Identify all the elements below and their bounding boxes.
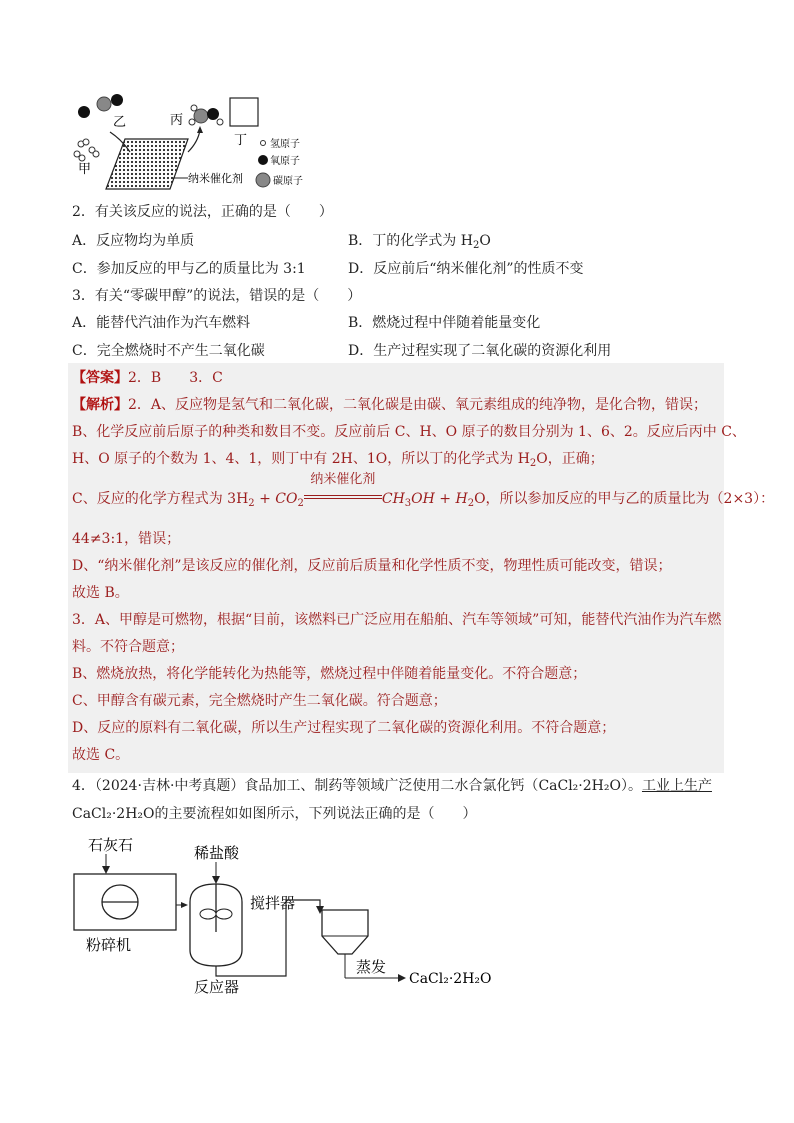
q4-line-1: 4．（2024·吉林·中考真题）食品加工、制药等领域广泛使用二水合氯化钙（CaCl₂·2H₂O）。工业上生产 <box>72 778 712 794</box>
label-limestone: 石灰石 <box>88 836 134 854</box>
q3-option-d: D．生产过程实现了二氧化碳的资源化利用 <box>348 343 612 359</box>
analysis-line-10: B、燃烧放热，将化学能转化为热能等，燃烧过程中伴随着能量变化。不符合题意； <box>72 666 587 682</box>
answer-line: 【答案】2．B 3．C <box>72 370 223 386</box>
analysis-line-9: 料。不符合题意； <box>72 639 184 655</box>
svg-text:碳原子: 碳原子 <box>273 176 303 187</box>
catalyst-label: 纳米催化剂 <box>188 172 243 185</box>
q4-line-2: CaCl₂·2H₂O的主要流程如如图所示，下列说法正确的是（ ） <box>72 806 477 822</box>
q3-stem: 3．有关“零碳甲醇”的说法，错误的是（ ） <box>72 288 362 304</box>
analysis-line-1: 【解析】2．A、反应物是氢气和二氧化碳，二氧化碳是由碳、氧元素组成的纯净物，是化合物，错误； <box>72 397 708 413</box>
catalyst-arrow: 纳米催化剂 <box>304 489 382 499</box>
analysis-line-4-equation: C、反应的化学方程式为 $3H_2 + CO_2$ 纳米催化剂 $CH_3OH + H_2O$，所以参加反应的甲与乙的质量比为（2×3）： <box>72 472 775 509</box>
analysis-line-12: D、反应的原料有二氧化碳，所以生产过程实现了二氧化碳的资源化利用。不符合题意； <box>72 720 616 736</box>
analysis-line-5: 44≠3:1，错误； <box>72 531 181 547</box>
analysis-line-6: D、“纳米催化剂”是该反应的催化剂，反应前后质量和化学性质不变，物理性质可能改变，错误； <box>72 558 672 574</box>
label-yi: 乙 <box>113 115 127 130</box>
analysis-line-2: B、化学反应前后原子的种类和数目不变。反应前后 C、H、O 原子的数目分别为 1、6、2。反应后丙中 C、 <box>72 424 746 440</box>
filter-funnel <box>322 910 368 954</box>
q3-option-a: A．能替代汽油作为汽车燃料 <box>72 315 251 331</box>
methanol-molecule-icon <box>189 105 223 125</box>
q2-option-a: A．反应物均为单质 <box>72 233 195 249</box>
analysis-line-7: 故选 B。 <box>72 585 129 601</box>
label-acid: 稀盐酸 <box>194 844 240 862</box>
label-crusher: 粉碎机 <box>86 936 132 954</box>
q3-option-b: B．燃烧过程中伴随着能量变化 <box>348 315 541 331</box>
label-ding: 丁 <box>234 133 248 148</box>
process-flow-diagram <box>66 832 506 1002</box>
svg-text:氧原子: 氧原子 <box>270 156 300 167</box>
svg-text:氢原子: 氢原子 <box>270 139 300 150</box>
q3-option-c: C．完全燃烧时不产生二氧化碳 <box>72 343 265 359</box>
reaction-diagram <box>70 92 330 197</box>
q2-option-d: D．反应前后“纳米催化剂”的性质不变 <box>348 261 584 277</box>
label-product: CaCl₂·2H₂O <box>409 971 492 987</box>
q2-option-b: B．丁的化学式为 $H_2O$ <box>348 233 491 251</box>
analysis-line-13: 故选 C。 <box>72 747 130 763</box>
analysis-line-11: C、甲醇含有碳元素，完全燃烧时产生二氧化碳。符合题意； <box>72 693 447 709</box>
q2-option-c: C．参加反应的甲与乙的质量比为 3:1 <box>72 261 306 277</box>
label-reactor: 反应器 <box>194 978 240 996</box>
q2-stem: 2．有关该反应的说法，正确的是（ ） <box>72 204 333 220</box>
label-bing: 丙 <box>170 113 184 128</box>
label-evaporate: 蒸发 <box>356 958 387 976</box>
hydrogen-molecules-icon <box>74 139 99 161</box>
legend <box>256 137 303 187</box>
label-jia: 甲 <box>78 162 92 177</box>
label-stirrer <box>250 894 295 912</box>
svg-text:搅拌器: 搅拌器 <box>250 894 296 912</box>
analysis-line-3: H、O 原子的个数为 1、4、1，则丁中有 2H、1O，所以丁的化学式为 $H_2O$，正确； <box>72 451 604 469</box>
analysis-line-8: 3．A、甲醇是可燃物，根据“目前，该燃料已广泛应用在船舶、汽车等领域”可知，能替代汽油作为汽车燃 <box>72 612 722 628</box>
